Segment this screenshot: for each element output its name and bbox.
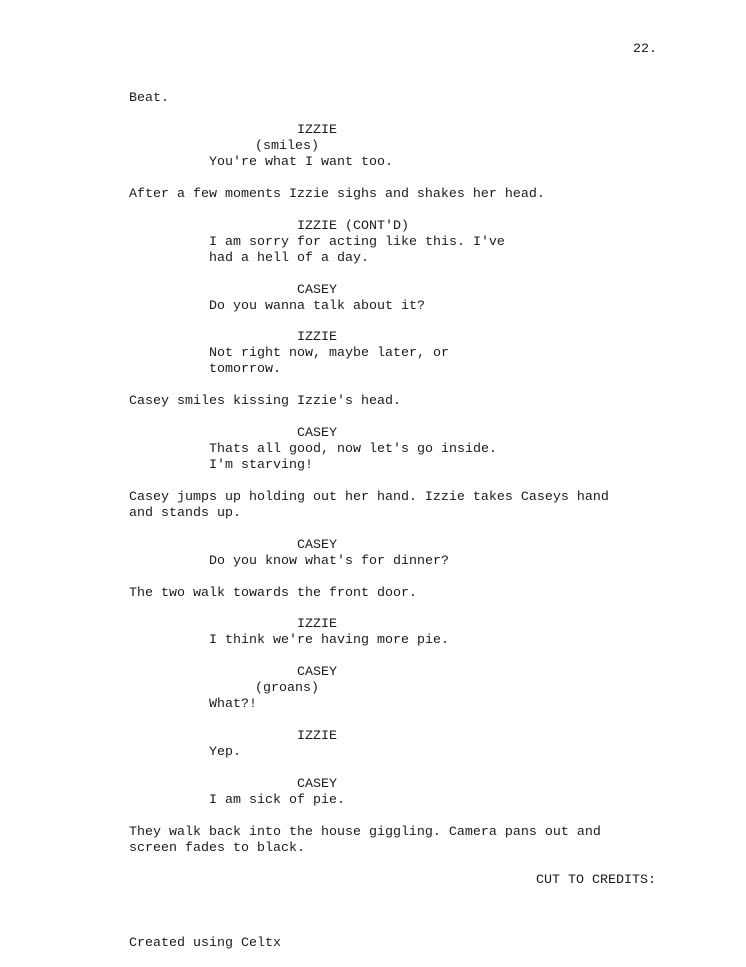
- action-line: The two walk towards the front door.: [129, 586, 417, 601]
- dialogue-line: I think we're having more pie.: [209, 633, 449, 648]
- dialogue-line: What?!: [209, 697, 257, 712]
- character-name: CASEY: [297, 665, 337, 680]
- character-name: IZZIE: [297, 617, 337, 632]
- character-name: IZZIE: [297, 123, 337, 138]
- action-line: and stands up.: [129, 506, 241, 521]
- character-name: CASEY: [297, 426, 337, 441]
- dialogue-line: You're what I want too.: [209, 155, 393, 170]
- action-line: screen fades to black.: [129, 841, 305, 856]
- action-line: They walk back into the house giggling. Camera pans out and: [129, 825, 601, 840]
- parenthetical: (smiles): [255, 139, 319, 154]
- dialogue-line: had a hell of a day.: [209, 251, 369, 266]
- dialogue-line: Thats all good, now let's go inside.: [209, 442, 497, 457]
- character-name: IZZIE: [297, 330, 337, 345]
- character-name: CASEY: [297, 283, 337, 298]
- dialogue-line: Do you know what's for dinner?: [209, 554, 449, 569]
- transition: CUT TO CREDITS:: [536, 873, 656, 888]
- footer-credit: Created using Celtx: [129, 936, 281, 951]
- parenthetical: (groans): [255, 681, 319, 696]
- character-name: IZZIE (CONT'D): [297, 219, 409, 234]
- action-line: After a few moments Izzie sighs and shakes her head.: [129, 187, 545, 202]
- action-line: Beat.: [129, 91, 169, 106]
- character-name: CASEY: [297, 777, 337, 792]
- dialogue-line: I'm starving!: [209, 458, 313, 473]
- dialogue-line: I am sorry for acting like this. I've: [209, 235, 505, 250]
- page-number: 22.: [633, 42, 657, 57]
- character-name: IZZIE: [297, 729, 337, 744]
- character-name: CASEY: [297, 538, 337, 553]
- action-line: Casey jumps up holding out her hand. Izzie takes Caseys hand: [129, 490, 609, 505]
- dialogue-line: I am sick of pie.: [209, 793, 345, 808]
- action-line: Casey smiles kissing Izzie's head.: [129, 394, 401, 409]
- dialogue-line: tomorrow.: [209, 362, 281, 377]
- dialogue-line: Not right now, maybe later, or: [209, 346, 449, 361]
- dialogue-line: Yep.: [209, 745, 241, 760]
- dialogue-line: Do you wanna talk about it?: [209, 299, 425, 314]
